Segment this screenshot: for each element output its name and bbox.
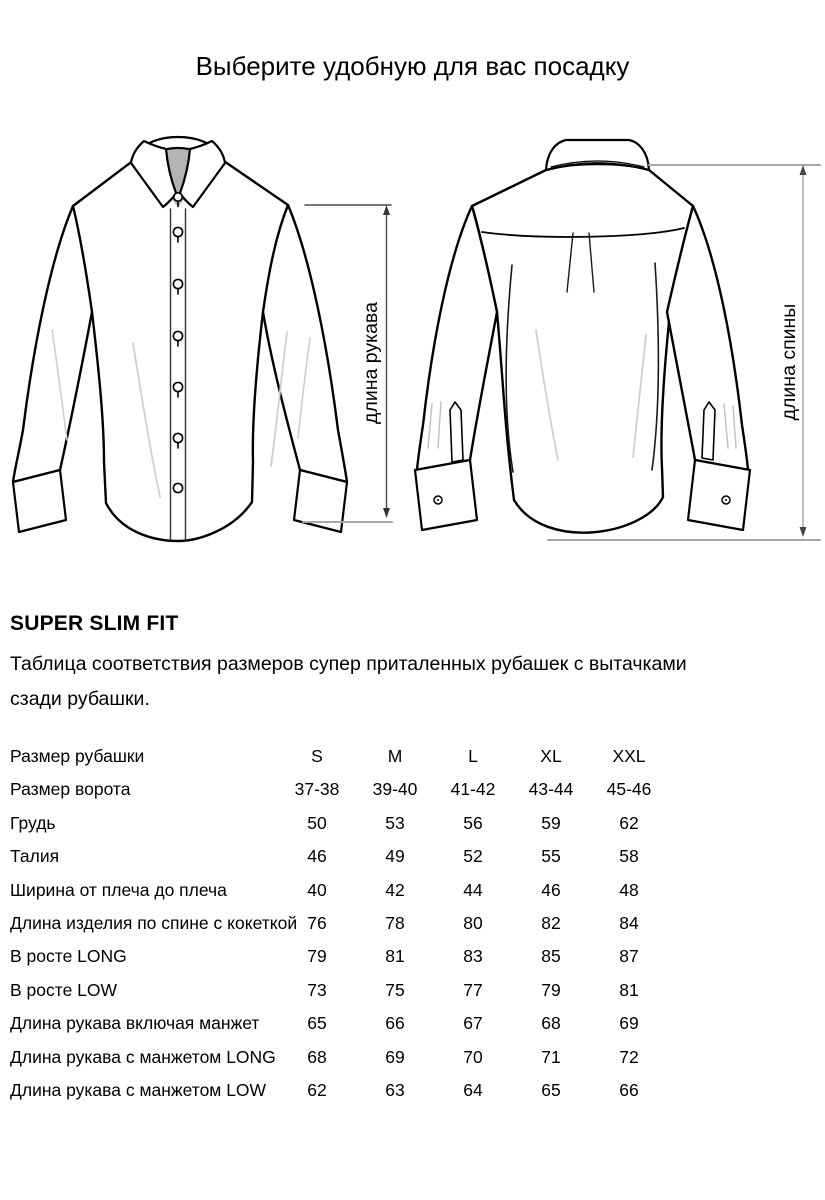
size-table-header-row (10, 740, 670, 773)
size-column-header: L (468, 746, 478, 766)
row-label: Размер ворота (10, 779, 131, 800)
size-column-header: XXL (612, 746, 646, 766)
row-label: В росте LOW (10, 979, 118, 1000)
arrow-up-icon (800, 165, 807, 175)
size-value: 82 (541, 912, 561, 933)
sleeve-length-label: длина рукава (360, 302, 382, 424)
size-value: 69 (385, 1046, 405, 1067)
size-table-row (10, 1007, 670, 1040)
size-value: 40 (307, 879, 327, 900)
row-label: Грудь (10, 812, 56, 833)
size-table-row (10, 974, 670, 1007)
size-column-header: M (387, 746, 403, 766)
page-title: Выберите удобную для вас посадку (195, 51, 630, 81)
size-value: 71 (541, 1046, 561, 1067)
size-value: 85 (541, 946, 561, 967)
size-value: 59 (541, 812, 561, 833)
size-value: 44 (463, 879, 483, 900)
size-table-row (10, 1041, 670, 1074)
size-value: 62 (619, 812, 639, 833)
size-column-header: S (311, 746, 323, 766)
size-value: 39-40 (372, 779, 418, 800)
size-value: 65 (307, 1013, 327, 1034)
size-value: 81 (619, 979, 639, 1000)
size-value: 79 (541, 979, 561, 1000)
row-label: Длина изделия по спине с кокеткой (10, 912, 298, 933)
size-value: 46 (307, 846, 327, 867)
row-label: В росте LONG (10, 946, 127, 967)
size-value: 80 (463, 912, 483, 933)
back-length-label: длина спины (778, 303, 800, 421)
size-value: 83 (463, 946, 483, 967)
size-value: 45-46 (606, 779, 652, 800)
size-value: 50 (307, 812, 327, 833)
size-table-row (10, 940, 670, 973)
size-value: 52 (463, 846, 483, 867)
size-value: 79 (307, 946, 327, 967)
size-value: 63 (385, 1079, 405, 1100)
size-value: 68 (307, 1046, 327, 1067)
size-value: 76 (307, 912, 327, 933)
arrow-up-icon (383, 205, 390, 215)
size-value: 87 (619, 946, 639, 967)
size-value: 64 (463, 1079, 483, 1100)
size-value: 73 (307, 979, 327, 1000)
size-column-header: XL (540, 746, 562, 766)
size-table-row (10, 1074, 670, 1107)
size-value: 68 (541, 1013, 561, 1034)
size-table-row (10, 840, 670, 873)
row-label: Ширина от плеча до плеча (10, 879, 227, 900)
size-value: 72 (619, 1046, 639, 1067)
size-value: 55 (541, 846, 561, 867)
size-value: 46 (541, 879, 561, 900)
size-table-row (10, 807, 670, 840)
size-value: 69 (619, 1013, 639, 1034)
size-value: 41-42 (450, 779, 496, 800)
row-label: Длина рукава включая манжет (10, 1013, 260, 1034)
size-value: 77 (463, 979, 483, 1000)
fit-description-line: сзади рубашки. (10, 688, 150, 710)
size-value: 62 (307, 1079, 327, 1100)
size-table (10, 740, 670, 1107)
size-value: 48 (619, 879, 639, 900)
size-value: 70 (463, 1046, 483, 1067)
back-shirt-drawing (415, 140, 750, 533)
size-value: 42 (385, 879, 405, 900)
row-label: Талия (10, 846, 60, 867)
size-value: 49 (385, 846, 405, 867)
row-label: Размер рубашки (10, 746, 145, 766)
size-table-row (10, 874, 670, 907)
size-value: 75 (385, 979, 405, 1000)
row-label: Длина рукава с манжетом LONG (10, 1046, 276, 1067)
size-table-row (10, 907, 670, 940)
size-table-row (10, 773, 670, 806)
arrow-down-icon (383, 508, 390, 518)
row-label: Длина рукава с манжетом LOW (10, 1079, 267, 1100)
size-value: 81 (385, 946, 405, 967)
front-shirt-drawing (13, 137, 347, 541)
size-value: 58 (619, 846, 639, 867)
size-value: 67 (463, 1013, 483, 1034)
fit-description (10, 647, 820, 717)
size-value: 53 (385, 812, 405, 833)
fit-description-line: Таблица соответствия размеров супер приталенных рубашек с вытачками (10, 653, 687, 675)
arrow-down-icon (800, 527, 807, 537)
size-value: 43-44 (528, 779, 574, 800)
size-value: 66 (619, 1079, 639, 1100)
size-value: 37-38 (294, 779, 340, 800)
size-value: 65 (541, 1079, 561, 1100)
size-value: 66 (385, 1013, 405, 1034)
size-value: 56 (463, 812, 483, 833)
size-value: 78 (385, 912, 405, 933)
fit-heading: SUPER SLIM FIT (10, 612, 179, 635)
size-value: 84 (619, 912, 639, 933)
